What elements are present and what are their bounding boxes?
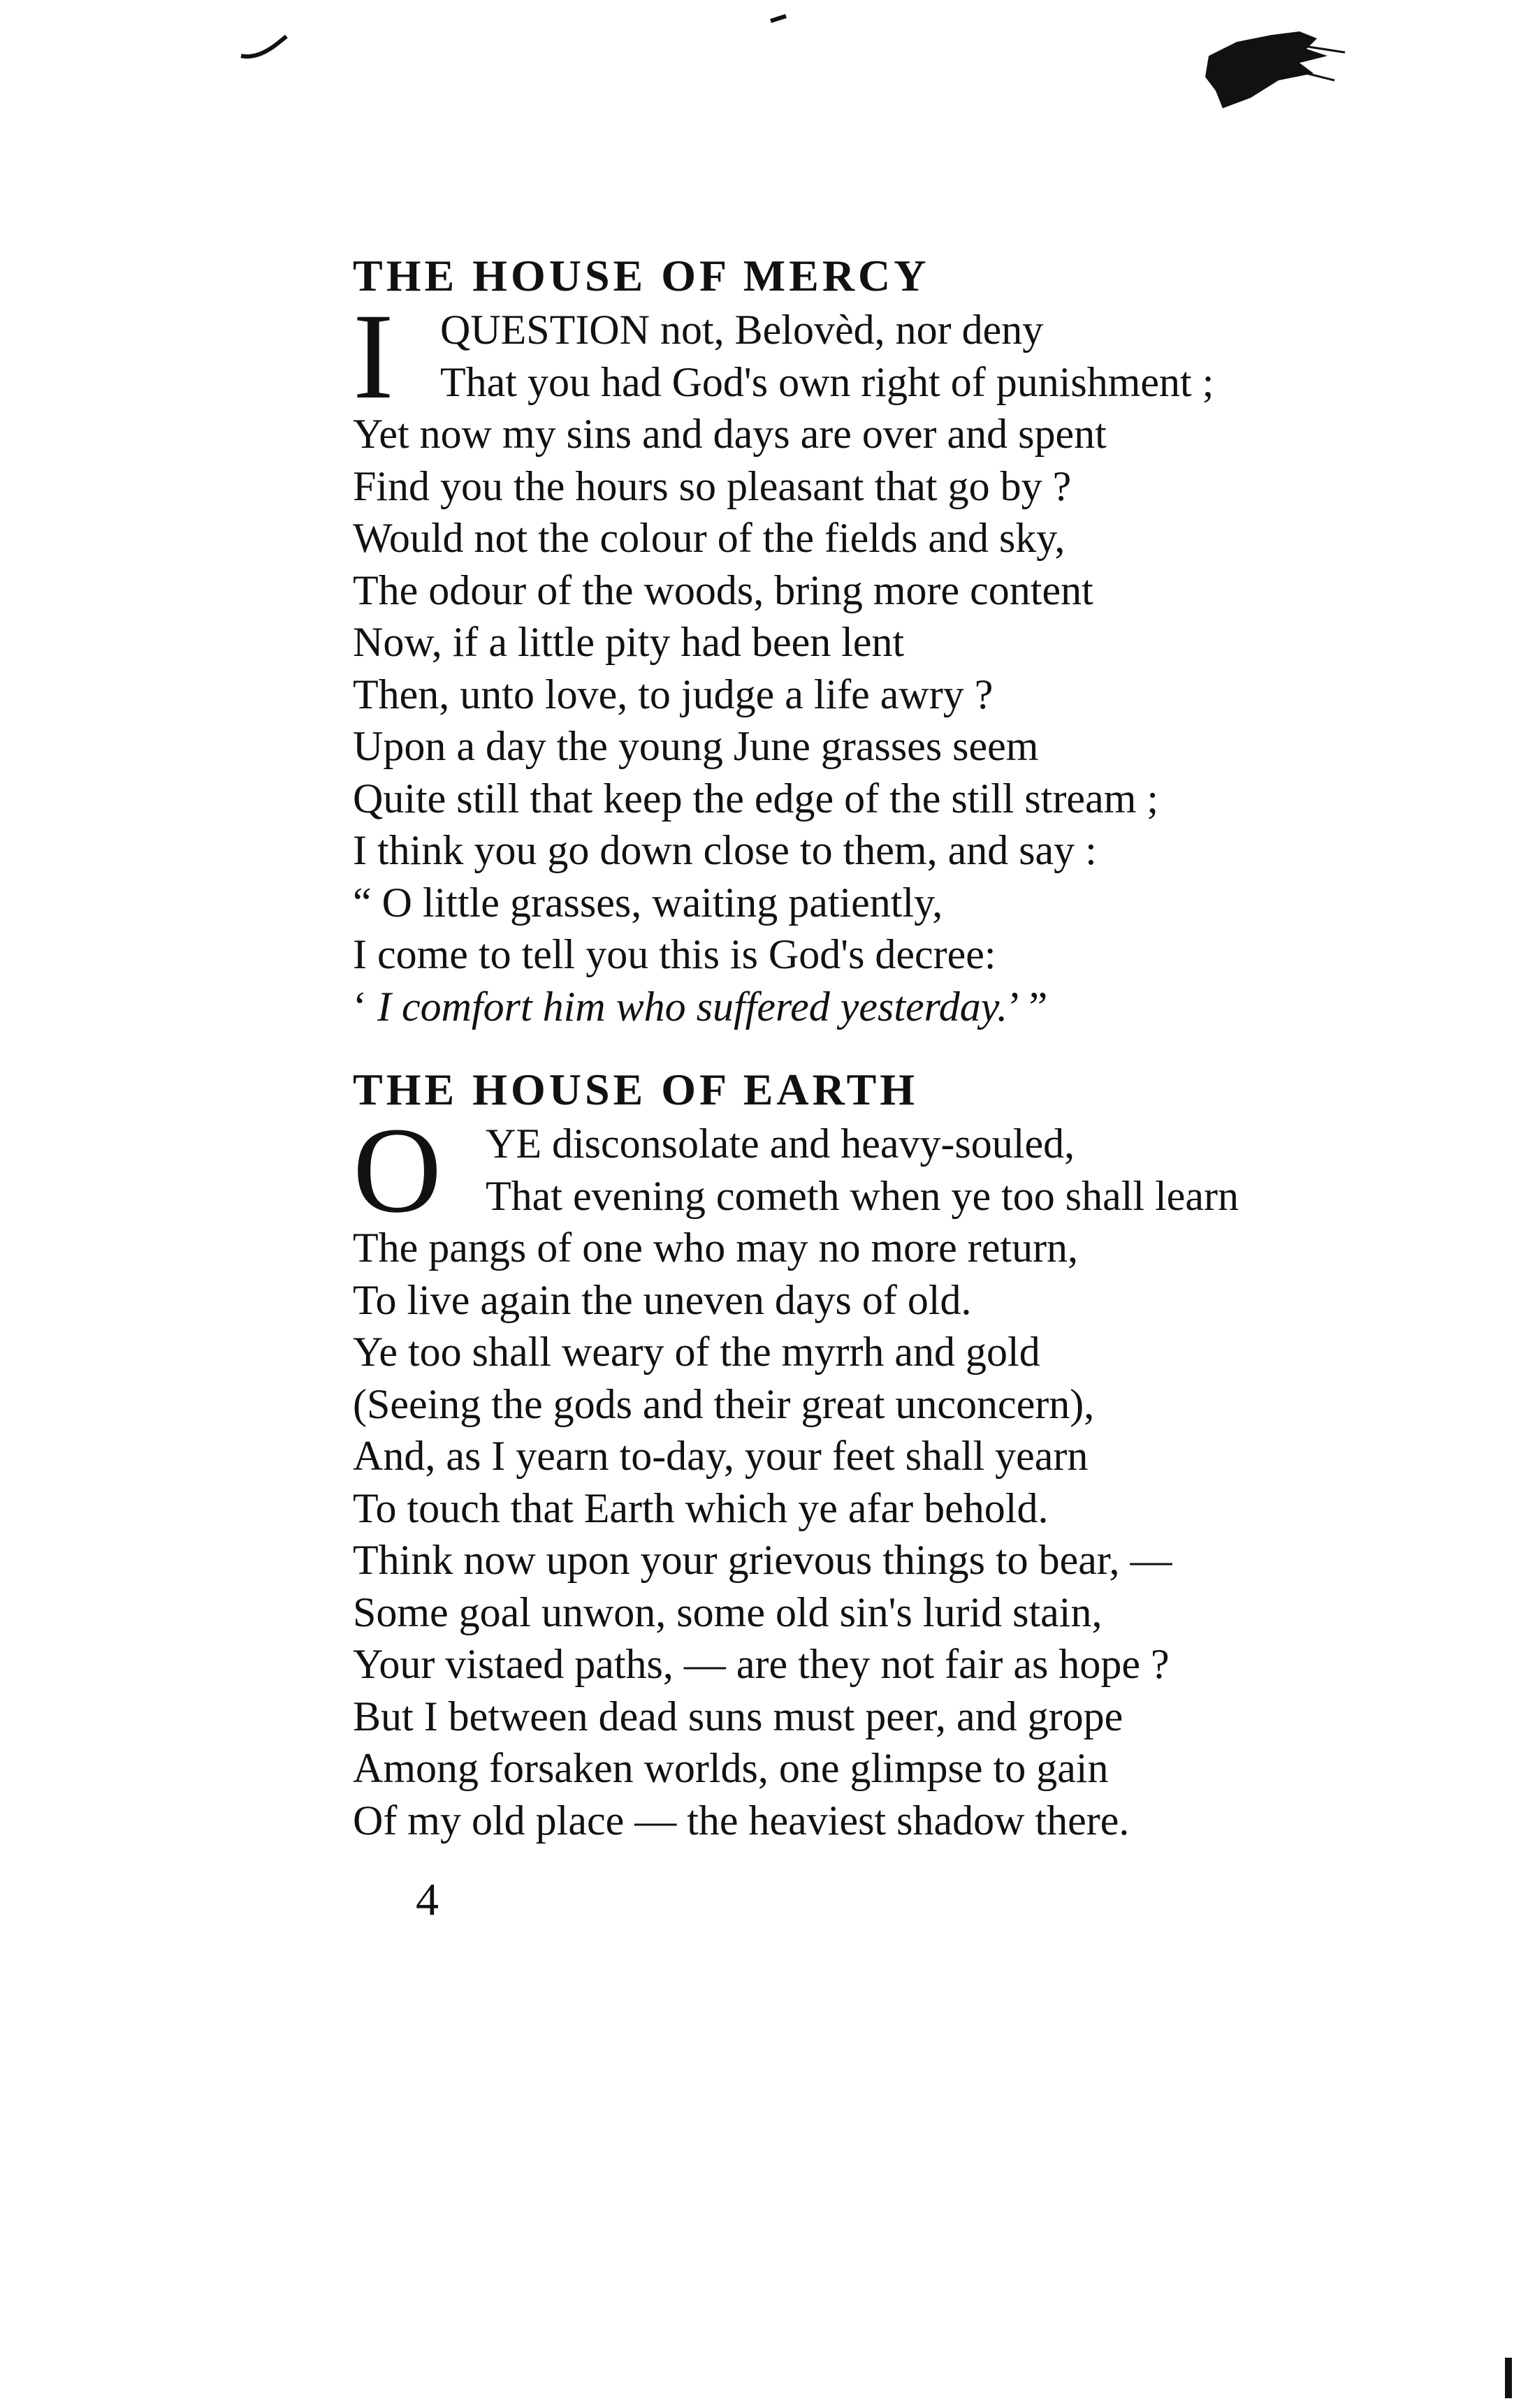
verse-line: Quite still that keep the edge of the still stream ; xyxy=(353,775,1159,822)
drop-cap-lines xyxy=(440,304,1214,408)
verse-line: Ye too shall weary of the myrrh and gold xyxy=(353,1329,1040,1375)
verse-line: Yet now my sins and days are over and spent xyxy=(353,411,1107,457)
verse-line: Your vistaed paths, — are they not fair as hope ? xyxy=(353,1641,1170,1687)
verse-line: Some goal unwon, some old sin's lurid stain, xyxy=(353,1589,1103,1635)
verse-line: “ O little grasses, waiting patiently, xyxy=(353,879,943,926)
close-quote: ’ ” xyxy=(1007,983,1048,1030)
open-quote: ‘ xyxy=(353,983,367,1030)
opening-lines xyxy=(353,289,1443,425)
verse-line: The pangs of one who may no more return, xyxy=(353,1225,1079,1271)
poem-title: THE HOUSE OF MERCY xyxy=(353,251,930,300)
verse-line: And, as I yearn to-day, your feet shall yearn xyxy=(353,1433,1089,1479)
poem-house-of-earth xyxy=(353,1062,1443,1846)
verse-line: I think you go down close to them, and say : xyxy=(353,827,1097,873)
verse-line-final xyxy=(353,981,1443,1033)
speck-mark xyxy=(769,13,790,27)
poem-title: THE HOUSE OF EARTH xyxy=(353,1065,919,1114)
stanza xyxy=(353,289,1443,1032)
verse-line: (Seeing the gods and their great unconcern), xyxy=(353,1380,1095,1427)
verse-line: Would not the colour of the fields and sky, xyxy=(353,515,1065,561)
verse-line: Then, unto love, to judge a life awry ? xyxy=(353,671,994,717)
poem-house-of-mercy xyxy=(353,248,1443,1032)
verse-line: But I between dead suns must peer, and grope xyxy=(353,1693,1123,1739)
verse-line: That evening cometh when ye too shall learn xyxy=(486,1172,1239,1219)
ink-blot-mark xyxy=(1195,14,1355,112)
drop-cap-lines xyxy=(486,1118,1239,1222)
edge-bar-mark xyxy=(1502,2358,1516,2400)
drop-cap: I xyxy=(353,289,394,425)
verse-line: That you had God's own right of punishment ; xyxy=(440,358,1214,405)
verse-line: I come to tell you this is God's decree: xyxy=(353,931,996,977)
drop-cap: O xyxy=(353,1102,442,1239)
italic-quotation: I comfort him who suffered yesterday. xyxy=(377,983,1008,1030)
verse-line: Of my old place — the heaviest shadow there. xyxy=(353,1797,1130,1844)
verse-line: Upon a day the young June grasses seem xyxy=(353,723,1039,769)
verse-line: Find you the hours so pleasant that go by ? xyxy=(353,462,1072,509)
opening-lines xyxy=(353,1102,1443,1239)
page-number: 4 xyxy=(416,1874,439,1925)
verse-line: Among forsaken worlds, one glimpse to gain xyxy=(353,1745,1109,1791)
pen-stroke-mark xyxy=(238,28,293,63)
verse-line: To live again the uneven days of old. xyxy=(353,1276,972,1323)
verse-line: QUESTION not, Belovèd, nor deny xyxy=(440,307,1044,353)
verse-line: Now, if a little pity had been lent xyxy=(353,619,905,665)
stanza xyxy=(353,1102,1443,1846)
verse-line: To touch that Earth which ye afar behold. xyxy=(353,1484,1049,1531)
verse-line: The odour of the woods, bring more content xyxy=(353,567,1093,613)
verse-line: YE disconsolate and heavy-souled, xyxy=(486,1121,1075,1167)
verse-line: Think now upon your grievous things to bear, — xyxy=(353,1537,1172,1583)
